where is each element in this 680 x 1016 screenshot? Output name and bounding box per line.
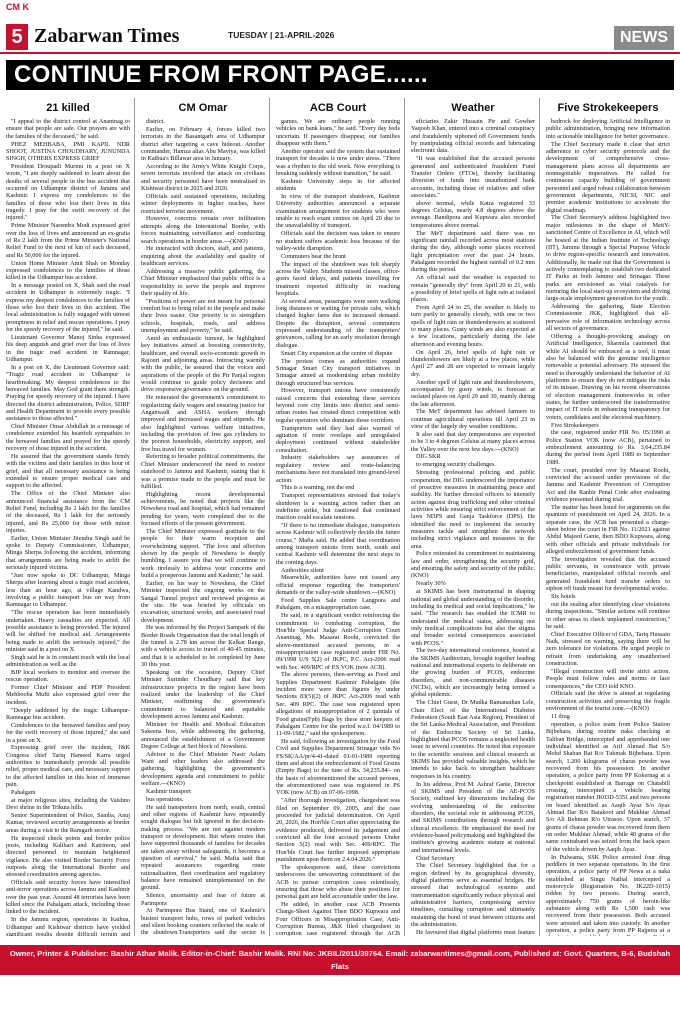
article-paragraph: "Deeply saddened by the tragic Udhampur-Ramnagar bus accident. [6,706,130,721]
article-paragraph: However, transport unions have consistently raised concerns that extending these services beyond core city limits into district and semi-urban routes has created direct competition with regular operators who dominate these corridors. [276,387,400,424]
paper-name: Zabarwan Times [34,25,180,47]
article-paragraph: He assured that the government stands firmly with the victims and their families in this hour of grief, and that all necessary assistance is being extended to ensure proper medical care and support to the affected. [6,452,130,490]
article-paragraph: The protest comes as authorities expand Srinagar Smart City transport initiatives in Srinagar aimed at modernising urban mobility through structured bus services. [276,357,400,387]
article-paragraph: He said, following an investigation by the Food Civil and Supplies Department Srinagar vide No FS/SK/AA/pr/4-41-dated 01-01-1989 reporting them and about the embezzlement of Food Grains (Empty Bags) to the tune of Rs. 34,235.84/- on the basis of aforementioned the accused persons, the aforementioned case was registered in PS VOK (now ACB) on 07-06-1998. [276,738,400,797]
article-paragraph: games. We are ordinary people running vehicles on bank loans," he said. "Every day feels uncertain. If passengers disappear, our families disappear with them." [276,118,400,148]
article-paragraph: The investigation revealed that the accused public servants, in connivance with private beneficiaries, manipulated official records and generated fraudulent fund transfer orders to siphon off funds meant for developmental works. [546,555,670,593]
article-paragraph: "Illegal construction will invite strict action. People must follow rules and norms or face consequences," the CEO told KNO. [546,667,670,690]
article-paragraph: President Droupadi Murmu in a post on X wrote, "I am deeply saddened to learn about the deaths of several people in the bus accident that occurred on Udhampur district of Jammu and Kashmir. I express my condolences to the families of those who lost their lives in this tragedy. I pray for the swift recovery of the injured." [6,163,130,222]
article-paragraph: Food Supplies Sale centre Langpora and Pahalgam, on a misappropriation case. [276,597,400,612]
article-paragraph: At Parimpora Bus Stand, one of Kashmir's busiest transport hubs, rows of parked vehicles and silent booking counters reflected the scale of the shutdown.Transporters said the sector is [141,907,265,936]
article-paragraph: Authorities silent [281,566,324,574]
article-paragraph: The above persons, then-serving as Food and Supplies Department Kashmir Pahalgam (the incident more were than figures by under Sections 83(5)(2) of JKPC Act-2006 read with Sec. 409 RPC. The case was registered upon allegations of misappropriation of 2 quintals of Food grains(Fpb) Bags by these store keepers of Pahalgam Centre for the period w.e.f. 04/1989 to 11-09-1982," said the spokesperson. [276,671,400,738]
article-paragraph: operation, a police team from Police Station Bijbehara, during routine naka checking at Taliban Bridge, intercepted and apprehended one individual identified as Arif Ahmad Bat S/o Mohd Shaban Bat R/o Tukmak Bijbehara. Upon search, 1.200 kilograms of charas powder was recovered from his possession. In another operation, a police party from PP Kokernag at a checkpoint established at Barrage on Chatabill crossing, intercepted a vehicle bearing registration number JK03D-5351 and two persons on board identified as Aaqib Ayaz S/o Ayaz Ahmad Dar R/o Batakoot and Mukhtar Ahmad S/o Ali Rehman R/o Utrasoo. Upon search, 37 grams of charas powder was recovered from them on order Mukhtar Ahmad, while 40 grams of the same contraband was seized from the back space of the vehicle driven by Aaqib Ayaz. [546,720,670,853]
article-paragraph: Smart City expansion at the centre of dispute [281,349,393,357]
article-paragraph: Advisor to the Chief Minister Nasir Aslam Wani and other leaders also addressed the gathering, highlighting the government's development agenda and commitment to public welfare.---(KNO) [141,750,265,788]
column-divider [134,98,135,936]
article-paragraph: to emerging security challenges. [416,461,496,469]
story-heading: 21 killed [46,102,90,114]
story-heading: ACB Court [309,102,367,114]
column-2 [141,98,265,936]
cmyk-mark: CM K [6,2,29,12]
article-paragraph: Amid an enthusiastic turnout, he highlighted key initiatives aimed at boosting connectivity, healthcare, and overall socio-economic growth in Rajouri and adjoining areas. Interacting warmly with the public, he assured that the voices and aspirations of the people of the Pir Panjal region would continue to guide policy decisions and drive responsive governance on the ground. [141,334,265,394]
article-paragraph: Transporters said they had also warned of agitation if route overlaps and unregulated deployment continued without stakeholder consultation. [276,424,400,454]
article-paragraph: However, concerns remain over infiltration attempts along the International Border, with forces maintaining surveillance and conducting search operations in border areas.---(KNO) [141,215,265,245]
article-paragraph: Former Chief Minister and PDP President Mehbooba Mufti also expressed grief over the incident. [6,684,130,706]
article-paragraph: Earlier, Union Minister Jitendra Singh said he spoke to Deputy Commissioner, Udhampur, Minga Sherpa following the accident, informing that arrangements are being made to airlift the seriously injured victims. [6,534,130,572]
top-strip [0,0,680,20]
article-paragraph: Prime Minister Narendra Modi expressed grief over the loss of lives and announced an ex-gratia of Rs 2 lakh from the Prime Minister's National Relief Fund to the next of kin of each deceased, and Rs 50,000 for the injured. [6,222,130,259]
article-paragraph: "After thorough investigation, chargesheet was filed on September 09, 2005, and the case proceeded for judicial determination. On April 20, 2026, the Hon'ble Court after appreciating the evidence produced, delivered its judgement and convicted all the four accused persons Under Section 5(2) read with Sec. 409/RPC. The Hon'ble Court has further imposed appropriate punishment upon them on 2.4.04.2026." [276,797,400,864]
imprint-line-2: Jahangir Chowk Srinagar-190001 J&K. Printed at: Khidmat Offset Printing Press, The Bund Srinagar, Tele/ Fax: 2478370, Cell No: 9419004192, 9906868501 [62,975,618,984]
article-paragraph: BJP local workers to monitor and oversee the rescue operation. [6,668,130,684]
article-paragraph: Expressing grief over the incident, J&K Congress chief Tariq Hameed Karra urged authorities to immediately provide all possible relief, proper medical care, and necessary support to the affected families in this hour of immense pain. [6,744,130,789]
masthead [0,20,680,54]
article-paragraph: This is a warning, not the end [281,484,355,492]
article-paragraph: "Positions of power are not meant for personal comfort but to bring relief to the people and make their lives easier. Our priority is to strengthen schools, hospitals, roads, and address unemployment and poverty," he said. [141,297,265,335]
article-paragraph: the case, registered under FIR No. 05/1990 at Police Station VOK (now ACB), pertained to embezzlement amounting to Rs. 3,64,235.84 during the period from April 1989 to September 1989. [546,429,670,466]
column-divider [269,98,270,936]
column-5 [546,98,670,936]
article-paragraph: Nearly 30% [416,580,446,588]
article-paragraph: bus operations. [146,795,184,803]
article-paragraph: Six hotels [551,593,576,600]
article-paragraph: On April 26, brief spells of light rain or thundershowers are likely at a few places, while April 27 and 28 are expected to remain largely dry. [411,348,535,378]
article-paragraph: Silence, uncertainty and fear of future at Parimpora [141,892,265,907]
article-paragraph: Pahalgam [11,788,36,796]
article-paragraph: at SKIMS has been instrumental in shaping national and global understanding of the disorder, including its medical and social implications," he said. "The research has enabled the ICMR to understand the medical status, addressing not only medical complications but also the stigma and broader societal consequences associated with PCOS." [411,588,535,647]
imprint-line-1: Owner, Printer & Publisher: Bashir Athar Malik. Editor-in-Chief: Bashir Malik. RNI No: JKBIL/2011/39764. Email: zabarwantimes@gmail.com, Published at: Govt. Quarters, B-6, Budshah Flats [9,949,671,971]
article-paragraph: From April 24 to 25, the weather is likely to turn partly to generally cloudy, with one or two spells of light rain or thundershowers at scattered to many places. Gusty winds are also expected at a few locations, particularly during the late afternoon and evening hours. [411,304,535,348]
article-paragraph: Another spell of light rain and thundershowers, accompanied by gusty winds, is forecast at isolated places on April 29 and 30, mainly during the late afternoon. [411,378,535,408]
article-paragraph: Referring to broader political commitments, the Chief Minister underscored the need to restore statehood to Jammu and Kashmir, stating that it was a promise made to the people and must be fulfilled. [141,453,265,490]
article-paragraph: at major religious sites, including the Vaishno Devi shrine in the Trikuta hills. [6,796,130,812]
article-paragraph: Senior Superintendent of Police, Samba, Anuj Kumar, reviewed security arrangements at border areas during a visit to the Ramgarh sector. [6,811,130,834]
article-paragraph: Meanwhile, authorities have not issued any official response regarding the transporters' demands or the valley-wide shutdown.---(KNO) [276,574,400,597]
article-paragraph: In a message posted on X, Shah said the road accident in Udhampur is extremely tragic. "I express my deepest condolences to the families of those who lost their lives in this accident. The local administration is fully engaged with utmost promptness in relief and rescue operations. I pray for the speedy recovery of the injured," he said. [6,282,130,334]
article-paragraph: The Office of the Chief Minister also announced financial assistance from the CM Relief Fund, including Rs 2 lakh for the families of the deceased, Rs 1 lakh for the seriously injured, and Rs 25,000 for those with minor injuries. [6,490,130,534]
article-paragraph: Condolences to the bereaved families and pray for the swift recovery of those injured," she said in a post on X. [6,721,130,744]
article-paragraph: He reiterated the government's commitment to regularizing daily wagers and ensuring justice for Anganwadi and ASHA workers through improved and increased wages and stipends. He also highlighted various welfare initiatives, including the provision of free gas cylinders to the poorest households, electricity support, and free bus travel for women. [141,394,265,453]
article-paragraph: The Chief Secretary's address highlighted two major milestones in the shape of MeitY-sanctioned Centre of Excellence in AI, which will be hosted at the Indian Institute of Technology (IIT), Jammu through a Special Purpose Vehicle to drive region-specific research and innovation. Additionally, he made out that the Government is actively contemplating to establish two dedicated IT Parks at both Jammu and Srinagar. These parks are envisioned as vital catalysts for nurturing the local start-up ecosystem and driving large-scale employment generation for the youth. [546,214,670,303]
article-paragraph: Highlighting recent developmental achievements, he noted that projects like the Nowshera road and hospital, which had remained pending for years, were completed due to the focused efforts of the present government. [141,490,265,528]
article-paragraph: He interacted with doctors, staff, and patients, enquiring about the availability and quality of healthcare services. [141,245,265,268]
article-paragraph: According to the Army's White Knight Corps, seven terrorists involved the attack on civilians and security personnel have been neutralised in Kishtwar district in 2025 and 2026. [141,163,265,193]
article-paragraph: Minister for Health and Medical Education Sakeena Itoo, while addressing the gathering, announced the establishment of a Government Degree College at Seri block of Nowshera. [141,720,265,750]
article-paragraph: Speaking on the occasion, Deputy Chief Minister Surinder Choudhary said that key infrastructure projects in the region have been realized under the leadership of the Chief Minister, reaffirming the government's commitment to balanced and equitable development across Jammu and Kashmir. [141,668,265,720]
article-paragraph: "The rescue operation has been immediately undertaken. Heavy casualties are expected. All possible assistance is being provided. The injured will be shifted for medical aid. Arrangements being made to airlift the seriously injured," the minister said in a post on X. [6,609,130,653]
article-paragraph: Officials said the drive is aimed at regulating construction activities and preserving the fragile environment of the tourist zone.---(KNO) [546,690,670,713]
article-paragraph: The matter has been listed for arguments on the quantum of punishment on April 24, 2026. In a separate case, the ACB has presented a charge-sheet before the court in FIR No. 11/2021 against Abdul Majeed Ganie, then BDO Kupwara, along with other officials and private individuals for alleged embezzlement of government funds. [546,503,670,555]
article-paragraph: Offering a thought-provoking analogy on Artificial Intelligence, Sharmila cautioned that while AI should be embraced as a tool, it must also be balanced with the genuine intelligence removable a potential adversary. He stressed the need to thoroughly understand the behavior of AI platforms to ensure they do not mitigate the risks of its misuse. Drawing on his recent observations of election management frameworks in other states, he further underscored the transformative impact of IT tools in enhancing transparency for voters, candidates and the electoral machinery. [546,332,670,421]
article-paragraph: Earlier, on his way to Nowshera, the Chief Minister inspected the ongoing works on the Sangal Tunnel project and reviewed progress at the site. He was briefed by officials on excavation, structural works, and associated road development. [141,579,265,624]
column-4 [411,98,535,936]
article-paragraph: He favoured that digital platforms must feature [416,928,535,936]
imprint-footer [0,945,680,984]
article-paragraph: The MeT department has advised farmers to continue agricultural operations till April 23 in view of the largely dry weather conditions. [411,408,535,431]
article-paragraph: Addressing the gathering, State Election Commissioner JKK, highlighted that all-pervasive role of information technology across all sectors of governance. [546,303,670,333]
article-paragraph: An official said the weather is expected to remain "generally dry" from April 20 to 21, with a possibility of brief spells of light rain at isolated places. [411,274,535,304]
article-paragraph: The MeT department said there was no significant rainfall recorded across most stations during the day, although some places received light precipitation over the past 24 hours. Pahalgam recorded the highest rainfall of 0.2 mm during this period. [411,229,535,274]
article-paragraph: In view of the transport shutdown, Kashmir University authorities announced a separate examination arrangement for students who were unable to reach exam centres on April 20 due to the unavailability of transport. [276,192,400,230]
article-paragraph: He was informed by the Project Sampark of the Border Roads Organisation that the total length of the tunnel is 2.78 km across the Kalkar Range, with a vehicle access to travel of 40-45 minutes, and that it is scheduled to be completed by June 30 this year. [141,624,265,669]
article-paragraph: "It was established that the accused persons generated and authenticated fraudulent Fund Transfer Orders (FTOs), thereby facilitating diversion of funds into unauthorized bank accounts, including those of relatives and other associates." [411,155,535,199]
article-paragraph: out the sealing after identifying clear violations during inspections. "Similar actions will continue in other areas to check unplanned construction," he said. [546,600,670,630]
story-heading: Five Strokekeepers [557,102,659,114]
article-paragraph: The two-day international conference, hosted at the SKIMS Auditorium, brought together leading national and international experts to deliberate on the growing burden of PCOS, endocrine disorders, and non-communicable diseases (NCDs), which are increasingly being termed a global epidemic. [411,647,535,699]
article-paragraph: bedrock for deploying Artificial Intelligence in public administration, bringing new information into actionable intelligence for better governance. [546,118,670,140]
column-3 [276,98,400,936]
article-paragraph: The impact of the shutdown was felt sharply across the Valley. Students missed classes, office-goers faced delays, and patients travelling for treatment reported difficulty in reaching hospitals. [276,260,400,297]
article-paragraph: In the Jammu region, operations in Kathua, Udhampur and Kishtwar districts have yielded significant results despite difficult terrain and [6,916,130,936]
article-paragraph: eficiaries Zakir Hussain Pir and Gowher Yaqoob Khan, entered into a criminal conspiracy and fraudulently siphoned off Government funds by manipulating official records and fabricating electronic data. [411,118,535,155]
article-paragraph: Five Strokekeepers [551,421,599,429]
article-paragraph: "If there is no immediate dialogue, transporters across Kashmir will collectively decide the future course," Mafia said. He added that coordination among transport unions from north, south and central Kashmir will determine the next steps in the coming days. [276,522,400,566]
article-paragraph: The Chief Secretary highlighted that for a region defined by its geographical diversity, digital platforms serve as essential bridges. He stressed that technological systems and instrumentation significantly reduce physical and administrative barriers, compressing service timelines, curtailing corruption and ultimately sustaining the bond of trust between citizens and the administration. [411,862,535,929]
article-paragraph: Transport representatives stressed that today's shutdown is a warning action rather than an indefinite strike, but cautioned that continued inaction could escalate tensions. [276,492,400,522]
article-paragraph: He inspected check points and border police posts, including Kalibari and Katrimon, and directed personnel to maintain heightened vigilance. He also visited Border Security Force outposts along the International Border and stressed coordination among agencies. [6,834,130,879]
article-paragraph: above normal, while Katra registered 33 degrees Celsius, nearly 4.8 degrees above the average. Bandipora and Kupwara also recorded temperatures above normal. [411,199,535,229]
article-paragraph: Chief Secretary [416,854,455,862]
article-paragraph: district. [146,118,165,125]
article-paragraph: Kashmir University steps in for affected students [276,177,400,193]
article-paragraph: Officials said the decision was taken to ensure no student suffers academic loss because of the valley-wide disruption. [276,230,400,252]
article-paragraph: Another operator said the system that sustained transport for decades is now under stress. "There was a rhythm to the old work. Now everything is breaking suddenly without transition," he said. [276,147,400,177]
page-number: 5 [6,24,28,50]
section-tag: NEWS [614,26,674,50]
article-paragraph: Commuters bear the brunt [281,252,346,260]
article-paragraph: The Chief Secretary made it clear that strict adherence to cyber security protocols and the development of comprehensive cross-management plans across all departments are nonnegotiable imperatives. He called for continuous capacity building of government personnel and urged robust collaboration between government departments, NICSI, NIC and premier academic institutions to accelerate the digital roadmap. [546,140,670,214]
article-paragraph: At several areas, passengers were seen walking long distances or waiting for private cabs, which charged higher fares due to increased demand. Despite the disruption, several commuters expressed understanding of the transporters' grievances, calling for an early resolution through dialogue. [276,297,400,349]
article-paragraph: Kashmir transport [146,787,191,795]
article-paragraph: PHEZ MEHBABA, PMI KAPIL NDR SHOOT, JUSTINA CHOUDHARY, JUNUNDA SINGH, OTHERS EXPRESS GRIEF [6,140,130,163]
article-paragraph: Lieutenant Governor Manoj Sinha expressed his deep anguish and grief over the loss of lives in the tragic road accident in Ramnagar, Udhampur. [6,333,130,363]
page-banner: CONTINUE FROM FRONT PAGE...... [6,60,674,90]
article-paragraph: In his address, Prof M. Ashraf Ganie, Director of SKIMS and President of the AE-PCOS Society, outlined key dimensions including the evolving understanding of the endocrine disorders, the societal role in addressing PCOS, and SKIMS contributions through research and clinical excellence. He emphasized the need for evidence-based policymaking and highlighted the institute's growing academic stature at national and international levels. [411,780,535,854]
article-paragraph: Addressing a massive public gathering, the Chief Minister emphasized that public office is a responsibility to serve the people and improve their quality of life. [141,267,265,297]
article-paragraph: In a post on X, the Lieutenant Governor said: "Tragic road accident in Udhampur is heartbreaking. My deepest condolences to the bereaved families. May God grant them strength. Praying for speedy recovery of the injured. I have directed the district administration, Police, SDRF and Health Department to provide every possible assistance to those affected." [6,363,130,423]
article-paragraph: He said, in a significant verdict reinforcing the commitment to combating corruption, the Hon'ble Special Judge Anti-Corruption Court Anantnag, Ms. Masarat Roohi, convicted the above-mentioned accused persons, in a misappropriation case registered under FIR No. 09/1998 U/S 5(2) of JKPC, P.C. Act-2006 read with Sec. 409/RPC of P.S VOK (now ACB). [276,612,400,671]
article-paragraph: Industry stakeholders say assurances of regulatory review and route-balancing mechanisms have not translated into ground-level action. [276,454,400,484]
article-paragraph: "Just now spoke to DC Udhampur, Minga Sherpa after learning about a tragic road accident, less than an hour ago, at village Kandwa, involving a public transport bus on way from Ramnagar to Udhampur. [6,571,130,609]
article-paragraph: DIG SKR [416,453,441,461]
article-paragraph: Police reiterated its commitment to maintaining law and order, strengthening the security grid, and ensuring the safety and security of the public.(KNO) [411,550,535,580]
article-paragraph: Officials said security forces have intensified anti-terror operations across Jammu and Kashmir over the past year. Around 48 terrorists have been killed since the Pahalgam attack, including those linked to the incident. [6,879,130,916]
article-paragraph: Officials said sustained operations, including winter deployments in higher reaches, have restricted terrorist movement. [141,192,265,215]
article-paragraph: Chief Minister Omar Abdullah in a message of condolence extended his heartfelt sympathies to the bereaved families and prayed for the speedy recovery of those injured in the accident. [6,423,130,453]
article-paragraph: Union Home Minister Amit Shah on Monday expressed condolences to the families of those killed in the Udhampur bus accident. [6,259,130,282]
article-paragraph: It also said that day temperatures are expected to be 3 to 4 degrees Celsius at many places across the Valley over the next few days.---(KNO) [411,430,535,453]
column-1 [6,98,130,936]
article-paragraph: "I appeal to the district control at Anantnag to ensure that people are safe. Our prayers are with the families of the deceased," he said. [6,118,130,140]
article-paragraph: Chief Executive Officer of GDA, Tariq Hussain Naik, stressed on warning, saying there will be zero tolerance for violations. He urged people to refrain from undertaking any unauthorised construction. [546,630,670,668]
article-paragraph: He said transporters from north, south, central and other regions of Kashmir have repeatedly sought dialogue but felt ignored in the decision-making process. "We are not against modern transport or development. But where routes that have supported thousands of families for decades are taken away without safeguards, it becomes a question of survival," he said. Mafia said that repeated assurances regarding route rationalisation, fleet coordination and regulatory balance have remained unimplemented on the ground. [141,803,265,892]
article-paragraph: The spokesperson said, these convictions underscores the unwavering commitment of the ACB to pursue corruption cases relentlessly, ensuring that those who abuse their positions for personal gain are held accountable under the law. [276,863,400,901]
story-heading: CM Omar [178,102,228,114]
article-paragraph: Singh said he is in constant touch with the local administration as well as the [6,653,130,669]
column-divider [539,98,540,936]
dateline: TUESDAY | 21-APRIL-2026 [228,30,335,40]
article-paragraph: The court, presided over by Masarat Roohi, convicted the accused under provisions of the Jammu and Kashmir Prevention of Corruption Act and the Ranbir Penal Code after evaluating evidence presented during trial. [546,466,670,504]
article-paragraph: 11 drug [551,713,570,720]
article-paragraph: Earlier, on February 4, forces killed two terrorists in the Basantgarh area of Udhampur district after targeting a cave hideout. Another commander, Hamza alias Abu Maviya, was killed in Kathua's Billawar area in January. [141,125,265,163]
article-paragraph: He added, in another case ACB Presents Charge-Sheet Against Then BDO Kupwara and Four Officers in Misappropriation Case, Anti-Corruption Bureau, J&K filed chargesheet in corruption case registered through the ACB [276,901,400,936]
article-paragraph: The Chief Guest, Dr Mudka Ramanathan Lele, Chair Elect of the International Diabetes Federation (South East Asia Region), President of the Sri Lanka Medical Association, and President of the Endocrine Society of Sri Lanka, highlighted that PCOS remains a neglected health issue in several countries. He noted that exposure to the scientific sessions and clinical research at SKIMS has provided valuable insights, which he intends to take back to strengthen healthcare responses in his country. [411,699,535,780]
article-paragraph: The Chief Minister expressed gratitude to the people for their warm reception and overwhelming support. "The love and affection shown by the people of Nowshera is deeply humbling. I assure you that we will continue to work tirelessly to address your concerns and build a prosperous Jammu and Kashmir," he said. [141,527,265,579]
article-paragraph: Stressing professional policing and public cooperation, the DIG underscored the importance of proactive measures in maintaining peace and stability. He further directed officers to intensify action against drug trafficking and other criminal activities while ensuring strict enforcement of the laws NDPS and Ganja Taskforce (DPS). He identified the need to implement the security measures tackle and strengthen the network including strict vigilance and measures in the area. [411,469,535,550]
story-heading: Weather [451,102,495,114]
article-paragraph: In Pulwama, SSK Police arrested four drug peddlers in two separate operations. In the first operation, a police party of PP Newa at a naka established at Singu Nathal intercepted a motorcycle (Registration No. JK22D-1015) ridden by two persons. During search, approximately 750 grams of heroin-like substance along with Rs 1,500 cash was recovered from their possession. Both accused were arrested and taken into custody. In another operation, a police party from PP Rajpora at a [546,853,670,934]
column-divider [404,98,405,936]
